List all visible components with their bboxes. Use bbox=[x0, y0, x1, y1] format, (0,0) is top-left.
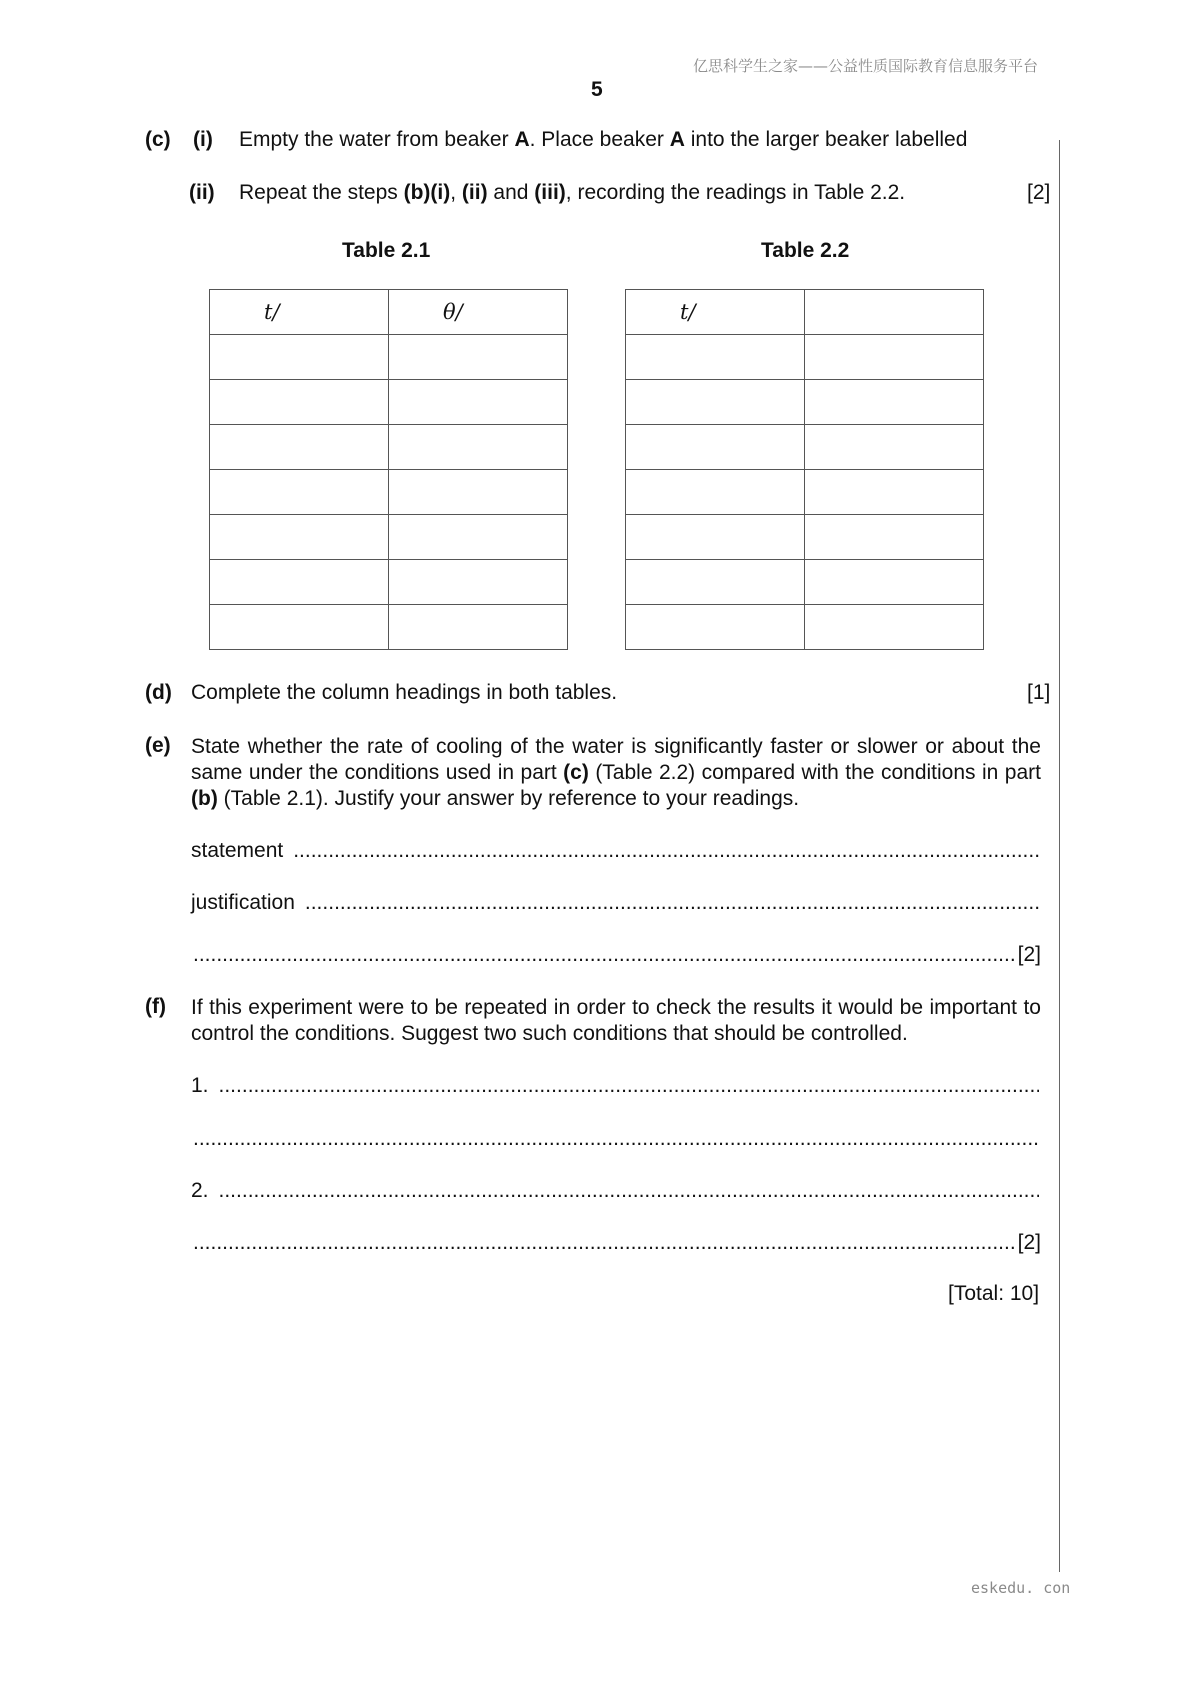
condition-2-answer-line-2[interactable] bbox=[191, 1230, 1041, 1256]
table-row bbox=[626, 380, 984, 425]
table-cell[interactable] bbox=[210, 335, 389, 380]
condition-2-answer-line[interactable] bbox=[191, 1178, 1041, 1204]
table-2-1-col1-heading: t/ bbox=[264, 300, 280, 324]
part-e-label: (e) bbox=[145, 734, 171, 757]
table-row bbox=[210, 335, 568, 380]
table-row bbox=[210, 560, 568, 605]
table-2-2-caption: Table 2.2 bbox=[761, 239, 850, 262]
table-cell[interactable] bbox=[805, 560, 984, 605]
part-c-i-text: Empty the water from beaker A. Place beaker A into the larger beaker labelled bbox=[239, 128, 968, 151]
table-row bbox=[210, 290, 568, 335]
table-2-2 bbox=[625, 289, 984, 650]
table-cell[interactable] bbox=[210, 470, 389, 515]
table-row bbox=[626, 470, 984, 515]
margin-rule bbox=[1059, 140, 1060, 1572]
footer-url: eskedu. con bbox=[971, 1579, 1071, 1597]
part-c-i-label: (i) bbox=[193, 128, 213, 151]
table-row bbox=[210, 470, 568, 515]
table-cell[interactable] bbox=[805, 380, 984, 425]
part-d-text: Complete the column headings in both tables. bbox=[191, 681, 618, 704]
table-cell[interactable] bbox=[389, 335, 568, 380]
table-cell[interactable] bbox=[805, 335, 984, 380]
part-d-marks: [1] bbox=[1027, 681, 1051, 704]
table-cell[interactable] bbox=[389, 425, 568, 470]
statement-answer-line[interactable] bbox=[191, 838, 1041, 864]
table-cell[interactable] bbox=[805, 515, 984, 560]
table-cell[interactable] bbox=[210, 605, 389, 650]
condition-1-answer-line[interactable] bbox=[191, 1073, 1041, 1099]
table-2-1 bbox=[209, 289, 568, 650]
table-cell[interactable] bbox=[210, 560, 389, 605]
table-cell[interactable] bbox=[626, 605, 805, 650]
part-c-marks: [2] bbox=[1027, 181, 1051, 204]
table-cell[interactable] bbox=[210, 425, 389, 470]
table-cell[interactable] bbox=[626, 380, 805, 425]
condition-2-number: 2. bbox=[191, 1179, 209, 1202]
table-row bbox=[210, 380, 568, 425]
part-c-ii-text: Repeat the steps (b)(i), (ii) and (iii), recording the readings in Table 2.2. bbox=[239, 181, 906, 204]
part-f-label: (f) bbox=[145, 995, 166, 1018]
table-2-1-caption: Table 2.1 bbox=[342, 239, 431, 262]
justification-label: justification bbox=[191, 891, 295, 914]
table-cell[interactable] bbox=[389, 515, 568, 560]
condition-1-answer-line-2[interactable] bbox=[191, 1126, 1041, 1152]
statement-label: statement bbox=[191, 839, 284, 862]
condition-1-number: 1. bbox=[191, 1074, 209, 1097]
part-d-label: (d) bbox=[145, 681, 172, 704]
table-cell[interactable] bbox=[626, 470, 805, 515]
table-row bbox=[626, 515, 984, 560]
table-row bbox=[626, 605, 984, 650]
table-cell[interactable] bbox=[210, 380, 389, 425]
table-row bbox=[626, 560, 984, 605]
justification-answer-line[interactable] bbox=[191, 890, 1041, 916]
table-2-1-col2-heading: θ/ bbox=[443, 300, 463, 324]
table-cell[interactable] bbox=[389, 605, 568, 650]
table-cell[interactable] bbox=[805, 425, 984, 470]
table-cell[interactable] bbox=[805, 605, 984, 650]
page-number: 5 bbox=[591, 78, 603, 101]
part-e-marks: [2] bbox=[1017, 943, 1041, 966]
table-row bbox=[626, 335, 984, 380]
table-cell[interactable] bbox=[210, 515, 389, 560]
table-cell[interactable] bbox=[626, 515, 805, 560]
table-row bbox=[210, 425, 568, 470]
part-f-marks: [2] bbox=[1017, 1231, 1041, 1254]
table-cell[interactable] bbox=[389, 380, 568, 425]
table-row bbox=[210, 605, 568, 650]
part-e-text: State whether the rate of cooling of the water is significantly faster or slower or about the same under the conditions used in part (c) (Table 2.2) compared with the conditions in part (b) (Table 2.1). Justify your answer by reference to your readings. bbox=[191, 735, 1041, 810]
justification-answer-line-2[interactable] bbox=[191, 942, 1041, 968]
table-cell[interactable] bbox=[626, 560, 805, 605]
table-cell[interactable] bbox=[389, 560, 568, 605]
table-2-2-col1-heading: t/ bbox=[680, 300, 696, 324]
part-c-ii-label: (ii) bbox=[189, 181, 215, 204]
table-cell[interactable] bbox=[805, 470, 984, 515]
part-c-label: (c) bbox=[145, 128, 171, 151]
table-cell[interactable] bbox=[389, 470, 568, 515]
table-row bbox=[210, 515, 568, 560]
header-site-note: 亿思科学生之家——公益性质国际教育信息服务平台 bbox=[693, 57, 1039, 75]
table-cell[interactable] bbox=[626, 425, 805, 470]
table-row bbox=[626, 290, 984, 335]
table-cell[interactable] bbox=[626, 335, 805, 380]
part-f-text: If this experiment were to be repeated in order to check the results it would be important to control the conditions. Suggest two such conditions that should be controlled. bbox=[191, 996, 1041, 1045]
total-marks: [Total: 10] bbox=[948, 1282, 1040, 1305]
table-row bbox=[626, 425, 984, 470]
